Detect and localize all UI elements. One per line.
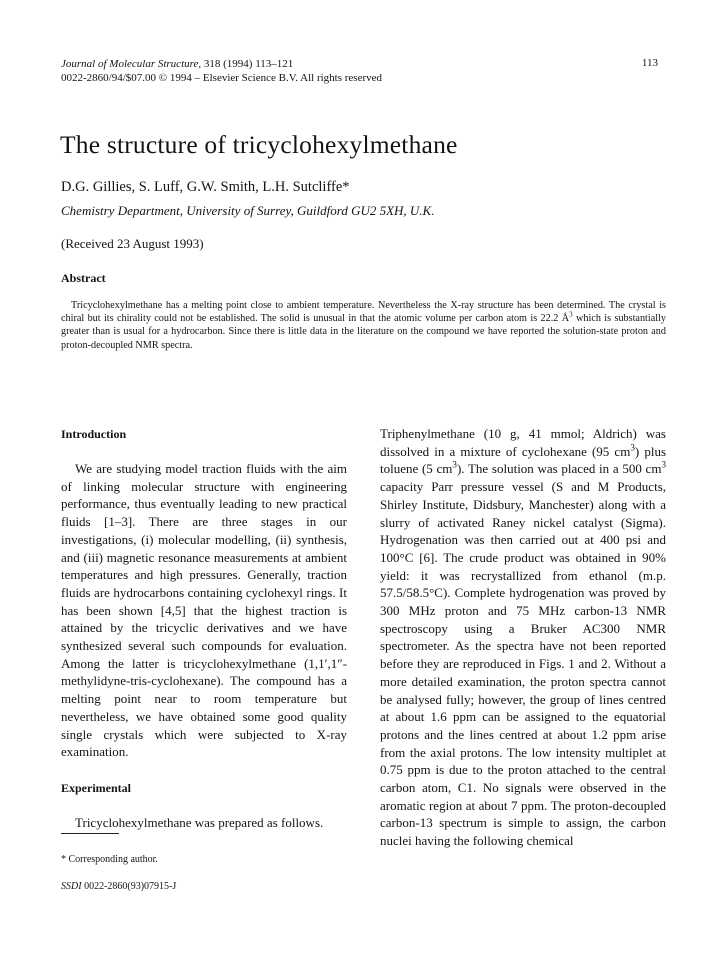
affiliation: Chemistry Department, University of Surrey, Guildford GU2 5XH, U.K. [61,203,435,218]
abstract-heading: Abstract [61,271,106,285]
ssdi-label: SSDI [61,881,82,892]
received-date: (Received 23 August 1993) [61,236,204,251]
superscript-3: 3 [661,460,666,471]
journal-title: Journal of Molecular Structure, [61,58,202,70]
synthesis-paragraph [380,425,666,850]
superscript-2: 3 [452,460,457,471]
synthesis-text-1: Triphenylmethane (10 g, 41 mmol; Aldrich) was dissolved in a mixture of cyclohexane (95 cm [380,426,666,459]
synthesis-text-4: capacity Parr pressure vessel (S and M Products, Shirley Institute, Didsbury, Manchester) along with a slurry of activated Raney nickel catalyst (Sigma). Hydrogenation was then carried out at 400 psi and 100°C [6]. The crude product was obtained in 90% yield: it was recrystallized from ethanol (m.p. 57.5/58.5°C). Complete hydrogenation was proved by 300 MHz proton and 75 MHz carbon-13 NMR spectroscopy using a Bruker AC300 NMR spectrometer. As the spectra have not been reported before they are reproduced in Figs. 1 and 2. Without a more detailed examination, the proton spectra cannot be analysed fully; however, the group of lines centred at about 1.6 ppm can be assigned to the equatorial protons and the lines centred at about 1.2 ppm arise from the axial protons. The low intensity multiplet at 0.75 ppm is due to the proton attached to the central carbon atom, C1. No signals were observed in the aromatic region at about 7 ppm. The proton-decoupled carbon-13 spectrum is simple to assign, the carbon nuclei having the following chemical [380,479,666,849]
introduction-paragraph: We are studying model traction fluids with the aim of linking molecular structure with engineering performance, thus eventually leading to new practical fluids [1–3]. There are three stages in our investigations, (i) molecular modelling, (ii) synthesis, and (iii) magnetic resonance measurements at ambient temperatures and high pressures. Generally, traction fluids are hydrocarbons containing cyclohexyl rings. It has been shown [4,5] that the highest traction is attained by the tricyclic derivatives and we have synthesized several such compounds for evaluation. Among the latter is tricyclohexylmethane (1,1′,1″-methylidyne-tris-cyclohexane). The compound has a melting point near to room temperature but nevertheless, we have obtained some good quality single crystals which were subjected to X-ray examination. [61,461,347,760]
copyright-line: 0022-2860/94/$07.00 © 1994 – Elsevier Science B.V. All rights reserved [61,72,382,84]
journal-citation [61,57,382,71]
journal-header [61,57,382,85]
superscript-1: 3 [630,442,635,453]
abstract-part-1: Tricyclohexylmethane has a melting point close to ambient temperature. Nevertheless the X-ray structure has been determined. The crystal is chiral but its chirality could not be established. The solid is unusual in that the atomic volume per carbon atom is 22.2 Å [61,300,666,325]
right-column [380,426,666,850]
left-column [61,426,347,832]
page-number: 113 [641,57,658,69]
ssdi-code: 0022-2860(93)07915-J [81,881,177,892]
journal-volume-pages: 318 (1994) 113–121 [201,58,294,70]
ssdi-line [61,881,176,892]
introduction-heading: Introduction [61,427,127,441]
footnote: * Corresponding author. [61,854,158,865]
abstract-superscript: 3 [569,310,573,319]
experimental-paragraph: Tricyclohexylmethane was prepared as follows. [75,814,324,830]
experimental-heading: Experimental [61,780,131,795]
abstract-part-2: which is substantially greater than is usual for a hydrocarbon. Since there is little data in the literature on the compound we have reported the solution-state proton and proton-decoupled NMR spectra. [61,313,666,351]
abstract-text [61,299,666,352]
author-list: D.G. Gillies, S. Luff, G.W. Smith, L.H. Sutcliffe* [61,179,350,195]
paper-title: The structure of tricyclohexylmethane [60,130,458,159]
synthesis-text-2: ) plus toluene (5 cm [380,443,667,477]
synthesis-text-3: ). The solution was placed in a 500 cm [456,461,662,477]
footnote-divider [61,833,119,834]
